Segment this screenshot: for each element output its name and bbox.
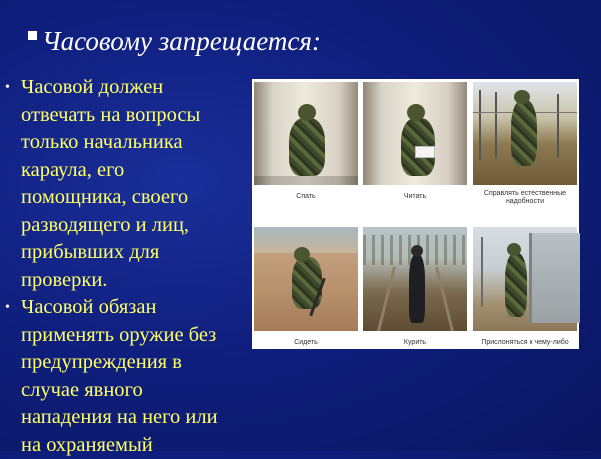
photo-cell-sleep [254,82,358,212]
photo-caption: Спать [254,193,358,201]
soldier-head [507,243,521,256]
photo-cell-read [363,82,467,212]
photo-caption: Прислоняться к чему-либо [473,339,577,347]
soldier-head [411,245,423,257]
photo-cell-relieve [473,82,577,212]
book-icon [415,146,435,158]
bullet-square-icon [28,31,37,40]
photo-cell-sit [254,227,358,349]
soldier-head [298,104,316,121]
booth-wall [529,233,580,323]
bullet-line: разводящего и лиц, [21,212,250,240]
soldier-head [294,247,310,262]
slide-title-text: Часовому запрещается: [42,26,321,56]
fence-post [557,94,559,158]
bullet-line: Часовой должен [21,74,250,102]
bullet-line: случае явного [21,377,250,405]
photo-cell-smoke [363,227,467,349]
bullet-line: Часовой обязан [21,294,250,322]
photo-caption: Справлять естественные надобности [473,190,577,206]
soldier-head [407,104,425,121]
bullet-dot-icon: • [5,74,10,102]
rail-track [435,267,454,331]
photo-lean [473,227,577,331]
slide-title [28,26,321,57]
bullet-line: проверки. [21,267,250,295]
bullet-item [5,294,250,459]
fence-post [481,237,483,307]
bullet-line: нападения на него или [21,404,250,432]
photo-relieve [473,82,577,185]
soldier-head [514,90,530,104]
bullet-list [5,74,250,459]
photo-caption: Читать [363,193,467,201]
soldier-figure [511,100,537,166]
rail-track [377,267,396,331]
ground-shadow [254,176,358,185]
bullet-line: прибывших для [21,239,250,267]
bullet-line: только начальника [21,129,250,157]
fence-post [495,92,497,158]
photo-caption: Сидеть [254,339,358,347]
photo-cell-lean [473,227,577,349]
bullet-dot-icon: • [5,294,10,322]
soldier-figure [289,118,325,176]
bullet-line: предупреждения в [21,349,250,377]
bullet-line: применять оружие без [21,322,250,350]
bullet-line: отвечать на вопросы [21,102,250,130]
bullet-line: помощника, своего [21,184,250,212]
bullet-line: на охраняемый [21,432,250,459]
photo-sleep [254,82,358,185]
soldier-figure [409,255,425,323]
fence-post [479,90,481,160]
photo-panel [252,79,579,349]
soldier-figure [505,253,527,317]
photo-read [363,82,467,185]
photo-smoke [363,227,467,331]
bullet-item [5,74,250,294]
photo-sit [254,227,358,331]
bullet-line: караула, его [21,157,250,185]
photo-caption: Курить [363,339,467,347]
